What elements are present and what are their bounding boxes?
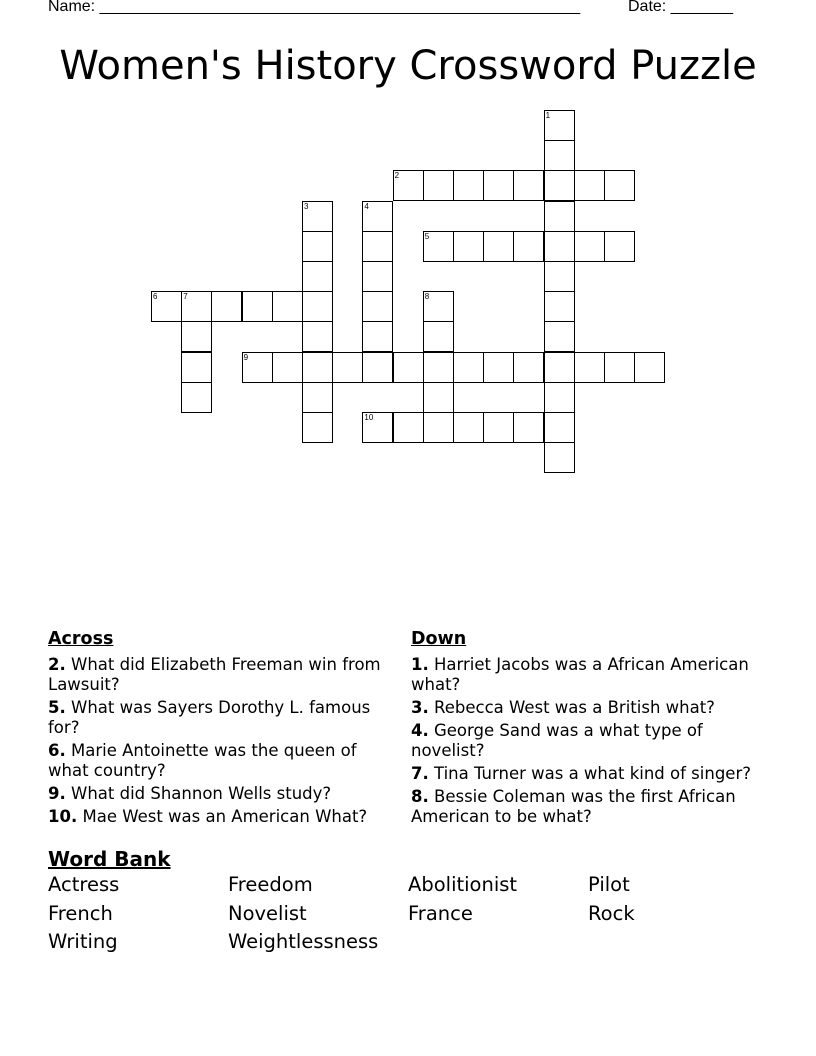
clue-number-label: 5 bbox=[424, 231, 430, 241]
clue-number: 10. bbox=[48, 807, 78, 826]
word-bank-item: Weightlessness bbox=[228, 930, 379, 953]
grid-cell[interactable] bbox=[544, 442, 575, 473]
grid-cell[interactable] bbox=[544, 412, 575, 443]
grid-cell[interactable] bbox=[544, 261, 575, 292]
grid-cell[interactable] bbox=[332, 352, 363, 383]
grid-cell[interactable] bbox=[211, 291, 242, 322]
clue-down bbox=[411, 787, 751, 827]
name-field[interactable]: Name: ______________________________________________________ bbox=[48, 0, 581, 15]
grid-cell[interactable] bbox=[544, 201, 575, 232]
clue-number: 4. bbox=[411, 721, 429, 740]
clue-number: 6. bbox=[48, 741, 66, 760]
grid-cell[interactable] bbox=[423, 170, 454, 201]
clue-number: 2. bbox=[48, 655, 66, 674]
clue-text: Marie Antoinette was the queen of what country? bbox=[48, 741, 357, 780]
clue-down bbox=[411, 721, 751, 761]
grid-cell[interactable] bbox=[483, 352, 514, 383]
word-bank-item: Rock bbox=[588, 901, 635, 925]
down-clues bbox=[411, 628, 751, 830]
grid-cell[interactable] bbox=[483, 170, 514, 201]
clue-text: George Sand was a what type of novelist? bbox=[411, 721, 703, 760]
grid-cell[interactable] bbox=[574, 170, 605, 201]
clue-number-label: 6 bbox=[153, 292, 158, 302]
grid-cell[interactable] bbox=[362, 261, 393, 292]
grid-cell[interactable] bbox=[634, 352, 665, 383]
clue-number-label: 2 bbox=[394, 171, 400, 181]
grid-cell[interactable] bbox=[544, 352, 575, 383]
date-field[interactable]: Date: _______ bbox=[628, 0, 733, 15]
grid-cell[interactable] bbox=[181, 382, 212, 413]
grid-cell[interactable] bbox=[453, 412, 484, 443]
clue-number: 7. bbox=[411, 764, 429, 783]
clue-number: 5. bbox=[48, 698, 66, 717]
grid-cell[interactable] bbox=[423, 352, 454, 383]
grid-cell[interactable] bbox=[393, 170, 424, 201]
page-title: Women's History Crossword Puzzle bbox=[59, 43, 757, 89]
grid-cell[interactable] bbox=[362, 201, 393, 232]
clue-down bbox=[411, 655, 751, 695]
grid-cell[interactable] bbox=[544, 170, 575, 201]
clue-down bbox=[411, 764, 751, 784]
grid-cell[interactable] bbox=[302, 352, 333, 383]
grid-cell[interactable] bbox=[544, 140, 575, 171]
grid-cell[interactable] bbox=[302, 261, 333, 292]
word-bank-item: Actress bbox=[48, 873, 120, 896]
grid-cell[interactable] bbox=[181, 291, 212, 322]
grid-cell[interactable] bbox=[604, 170, 635, 201]
clue-number-label: 9 bbox=[243, 352, 249, 362]
clue-text: Rebecca West was a British what? bbox=[434, 698, 715, 717]
grid-cell[interactable] bbox=[242, 291, 273, 322]
grid-cell[interactable] bbox=[393, 352, 424, 383]
grid-cell[interactable] bbox=[272, 291, 303, 322]
clue-number: 3. bbox=[411, 698, 429, 717]
word-bank-item: Writing bbox=[48, 930, 118, 953]
grid-cell[interactable] bbox=[483, 231, 514, 262]
clue-text: What was Sayers Dorothy L. famous for? bbox=[48, 698, 371, 737]
grid-cell[interactable] bbox=[302, 231, 333, 262]
clue-across bbox=[48, 741, 393, 781]
grid-cell[interactable] bbox=[544, 382, 575, 413]
grid-cell[interactable] bbox=[423, 231, 454, 262]
across-clues bbox=[48, 628, 393, 830]
grid-cell[interactable] bbox=[423, 321, 454, 352]
word-bank-item: Pilot bbox=[588, 873, 630, 896]
word-bank-item: Novelist bbox=[228, 901, 307, 925]
grid-cell[interactable] bbox=[302, 291, 333, 322]
clue-number-label: 8 bbox=[424, 292, 430, 302]
grid-cell[interactable] bbox=[574, 231, 605, 262]
grid-cell[interactable] bbox=[242, 352, 273, 383]
word-bank bbox=[48, 873, 768, 959]
word-bank-item: Freedom bbox=[228, 873, 313, 896]
clue-number-label: 10 bbox=[364, 413, 374, 422]
grid-cell[interactable] bbox=[513, 231, 544, 262]
grid-cell[interactable] bbox=[362, 231, 393, 262]
clue-number: 1. bbox=[411, 655, 429, 674]
grid-cell[interactable] bbox=[604, 231, 635, 262]
grid-cell[interactable] bbox=[302, 382, 333, 413]
grid-cell[interactable] bbox=[362, 412, 393, 443]
grid-cell[interactable] bbox=[272, 352, 303, 383]
clue-text: Harriet Jacobs was a African American what? bbox=[411, 655, 749, 694]
clue-across bbox=[48, 784, 393, 804]
clue-number: 9. bbox=[48, 784, 66, 803]
grid-cell[interactable] bbox=[423, 291, 454, 322]
clue-text: What did Elizabeth Freeman win from Lawsuit? bbox=[48, 655, 381, 694]
grid-cell[interactable] bbox=[483, 412, 514, 443]
word-bank-item: French bbox=[48, 901, 113, 925]
grid-cell[interactable] bbox=[151, 291, 182, 322]
grid-cell[interactable] bbox=[423, 412, 454, 443]
word-bank-item: Abolitionist bbox=[408, 873, 518, 896]
grid-cell[interactable] bbox=[423, 382, 454, 413]
word-bank-heading: Word Bank bbox=[48, 847, 171, 871]
grid-cell[interactable] bbox=[513, 170, 544, 201]
grid-cell[interactable] bbox=[362, 291, 393, 322]
grid-cell[interactable] bbox=[574, 352, 605, 383]
grid-cell[interactable] bbox=[453, 170, 484, 201]
clue-number-label: 7 bbox=[183, 292, 188, 302]
down-heading: Down bbox=[411, 629, 467, 649]
clue-down bbox=[411, 698, 751, 718]
grid-cell[interactable] bbox=[302, 321, 333, 352]
clue-text: Bessie Coleman was the first African American to be what? bbox=[411, 787, 736, 826]
grid-cell[interactable] bbox=[544, 231, 575, 262]
grid-cell[interactable] bbox=[393, 412, 424, 443]
grid-cell[interactable] bbox=[453, 231, 484, 262]
grid-cell[interactable] bbox=[544, 321, 575, 352]
across-heading: Across bbox=[48, 629, 114, 649]
grid-cell[interactable] bbox=[181, 321, 212, 352]
clue-across bbox=[48, 655, 393, 695]
clue-across bbox=[48, 807, 393, 827]
clue-number: 8. bbox=[411, 787, 429, 806]
grid-cell[interactable] bbox=[604, 352, 635, 383]
grid-cell[interactable] bbox=[302, 412, 333, 443]
clue-number-label: 4 bbox=[364, 201, 369, 211]
grid-cell[interactable] bbox=[513, 352, 544, 383]
clue-text: Mae West was an American What? bbox=[82, 807, 368, 826]
grid-cell[interactable] bbox=[181, 352, 212, 383]
grid-cell[interactable] bbox=[453, 352, 484, 383]
grid-cell[interactable] bbox=[362, 321, 393, 352]
clue-number-label: 1 bbox=[545, 111, 551, 120]
clue-text: What did Shannon Wells study? bbox=[71, 784, 332, 803]
clue-text: Tina Turner was a what kind of singer? bbox=[434, 764, 751, 783]
grid-cell[interactable] bbox=[544, 110, 575, 141]
word-bank-item: France bbox=[408, 901, 473, 925]
clue-across bbox=[48, 698, 393, 738]
grid-cell[interactable] bbox=[544, 291, 575, 322]
clue-number-label: 3 bbox=[304, 201, 309, 211]
header bbox=[48, 0, 748, 20]
grid-cell[interactable] bbox=[362, 352, 393, 383]
grid-cell[interactable] bbox=[513, 412, 544, 443]
grid-cell[interactable] bbox=[302, 201, 333, 232]
